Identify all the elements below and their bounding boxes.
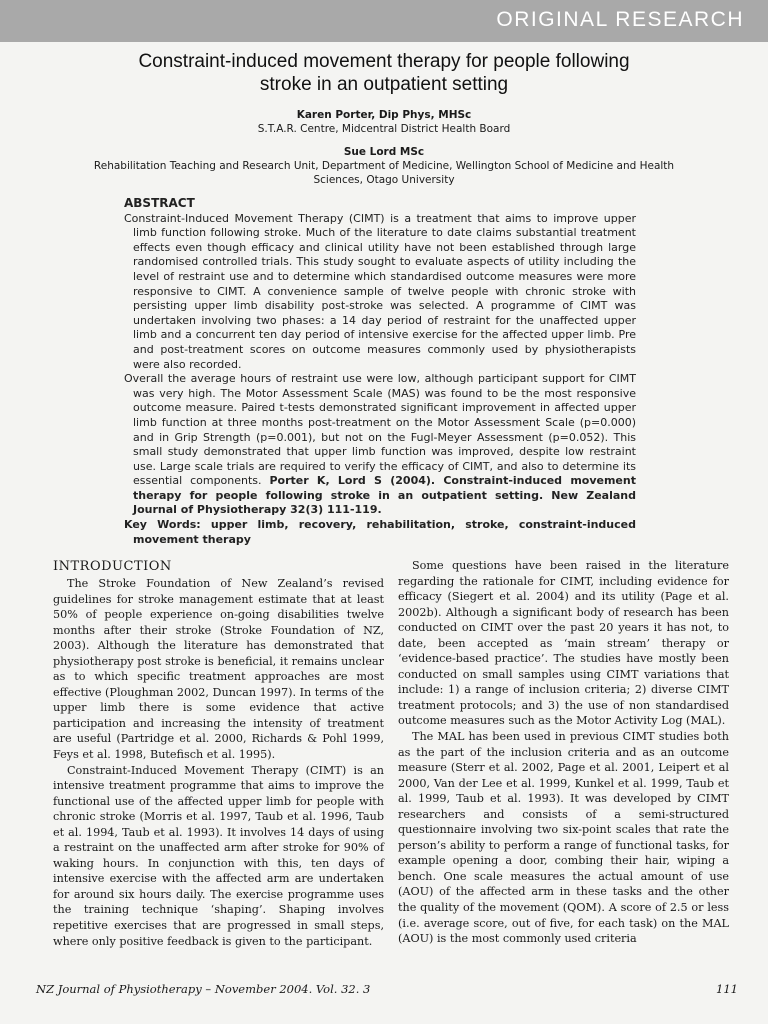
author-affiliation-2a: Rehabilitation Teaching and Research Unit, Department of Medicine, Wellington School of Medicine and Health — [93, 160, 675, 172]
abstract-paragraph-2-text: Overall the average hours of restraint use were low, although participant support for CIMT was very high. The Motor Assessment Scale (MAS) was found to be the most responsive outcome measure. Paired t-tests demonstrated significant improvement in affected upper limb function at three months post-treatment on the Motor Assessment Scale (p=0.000) and in Grip Strength (p=0.001), but not on the Fugl-Meyer Assessment (p=0.052). This small study demonstrated that upper limb function was improved, despite low restraint use. Large scale trials are required to verify the efficacy of CIMT, and also to determine its essential components. — [124, 372, 636, 488]
body-column-right — [398, 558, 729, 947]
intro-paragraph-3: Some questions have been raised in the literature regarding the rationale for CIMT, including evidence for efficacy (Siegert et al. 2004) and its utility (Page et al. 2002b). Although a significant body of research has been conducted on CIMT over the past 20 years it has not, to date, been accepted as ‘main stream’ therapy or ‘evidence-based practice’. The studies have mostly been conducted on small samples using CIMT variations that include: 1) a range of inclusion criteria; 2) diverse CIMT treatment protocols; and 3) the use of non standardised outcome measures such as the Motor Activity Log (MAL). — [398, 559, 729, 728]
section-banner — [0, 0, 768, 42]
author-name-2: Sue Lord MSc — [343, 146, 425, 158]
abstract-citation: Porter K, Lord S (2004). Constraint-induced movement therapy for people following stroke in an outpatient setting. New Zealand Journal of Physiotherapy 32(3) 111-119. — [133, 474, 636, 517]
introduction-heading: INTRODUCTION — [53, 559, 172, 574]
abstract-paragraph-2 — [124, 372, 636, 518]
intro-paragraph-1: The Stroke Foundation of New Zealand’s revised guidelines for stroke management estimate that at least 50% of people experience on-going disabilities twelve months after their stroke (Stroke Foundation of NZ, 2003). Although the literature has demonstrated that physiotherapy post stroke is beneficial, it remains unclear as to which specific treatment approaches are most effective (Ploughman 2002, Duncan 1997). In terms of the upper limb there is some evidence that active participation and increasing the intensity of treatment are useful (Partridge et al. 2000, Richards & Pohl 1999, Feys et al. 1998, Butefisch et al. 1995). — [53, 577, 384, 762]
abstract-keywords: Key Words: upper limb, recovery, rehabilitation, stroke, constraint-induced movement therapy — [124, 518, 636, 546]
title-line-1: Constraint-induced movement therapy for people following — [138, 51, 630, 72]
body-column-left — [53, 558, 384, 949]
author-affiliation-2b: Sciences, Otago University — [313, 174, 455, 186]
intro-paragraph-2: Constraint-Induced Movement Therapy (CIMT) is an intensive treatment programme that aims to improve the functional use of the affected upper limb for people with chronic stroke (Morris et al. 1997, Taub et al. 1996, Taub et al. 1994, Taub et al. 1993). It involves 14 days of using a restraint on the unaffected arm after stroke for 90% of waking hours. In conjunction with this, ten days of intensive exercise with the affected arm are undertaken for around six hours daily. The exercise programme uses the training technique ‘shaping’. Shaping involves repetitive exercises that are progressed in small steps, where only positive feedback is given to the participant. — [53, 763, 384, 948]
abstract-paragraph-1: Constraint-Induced Movement Therapy (CIMT) is a treatment that aims to improve upper limb function following stroke. Much of the literature to date claims substantial treatment effects even though efficacy and clinical utility have not been established through large randomised controlled trials. This study sought to evaluate aspects of utility including the level of restraint use and to determine which standardised outcome measures were more responsive to CIMT. A convenience sample of twelve people with chronic stroke with persisting upper limb disability post-stroke was selected. A programme of CIMT was undertaken involving two phases: a 14 day period of restraint for the unaffected upper limb and a concurrent ten day period of intensive exercise for the affected upper limb. Pre and post-treatment scores on outcome measures commonly used by physiotherapists were also recorded. — [124, 211, 636, 371]
author-block-2 — [40, 145, 728, 187]
author-affiliation-1: S.T.A.R. Centre, Midcentral District Health Board — [257, 123, 511, 135]
title-line-2: stroke in an outpatient setting — [259, 74, 509, 95]
abstract-heading: ABSTRACT — [124, 196, 195, 210]
footer-journal: NZ Journal of Physiotherapy – November 2004. Vol. 32. 3 — [36, 982, 371, 996]
footer-page-number: 111 — [716, 982, 738, 996]
abstract-block — [124, 196, 636, 547]
author-block-1 — [40, 108, 728, 136]
intro-paragraph-4: The MAL has been used in previous CIMT studies both as the part of the inclusion criteria and as an outcome measure (Sterr et al. 2002, Page et al. 2001, Leipert et al 2000, Van der Lee et al. 1999, Kunkel et al. 1999, Taub et al. 1999, Taub et al. 1993). It was developed by CIMT researchers and consists of a semi-structured questionnaire involving two six-point scales that rate the person’s ability to perform a range of functional tasks, for example opening a door, combing their hair, wiping a bench. One scale measures the actual amount of use (AOU) of the affected arm in these tasks and the other the quality of the movement (QOM). A score of 2.5 or less (i.e. average score, out of five, for each task) on the MAL (AOU) is the most commonly used criteria — [398, 730, 729, 946]
author-name-1: Karen Porter, Dip Phys, MHSc — [296, 109, 472, 121]
banner-label: ORIGINAL RESEARCH — [496, 8, 744, 31]
article-title — [40, 50, 728, 96]
